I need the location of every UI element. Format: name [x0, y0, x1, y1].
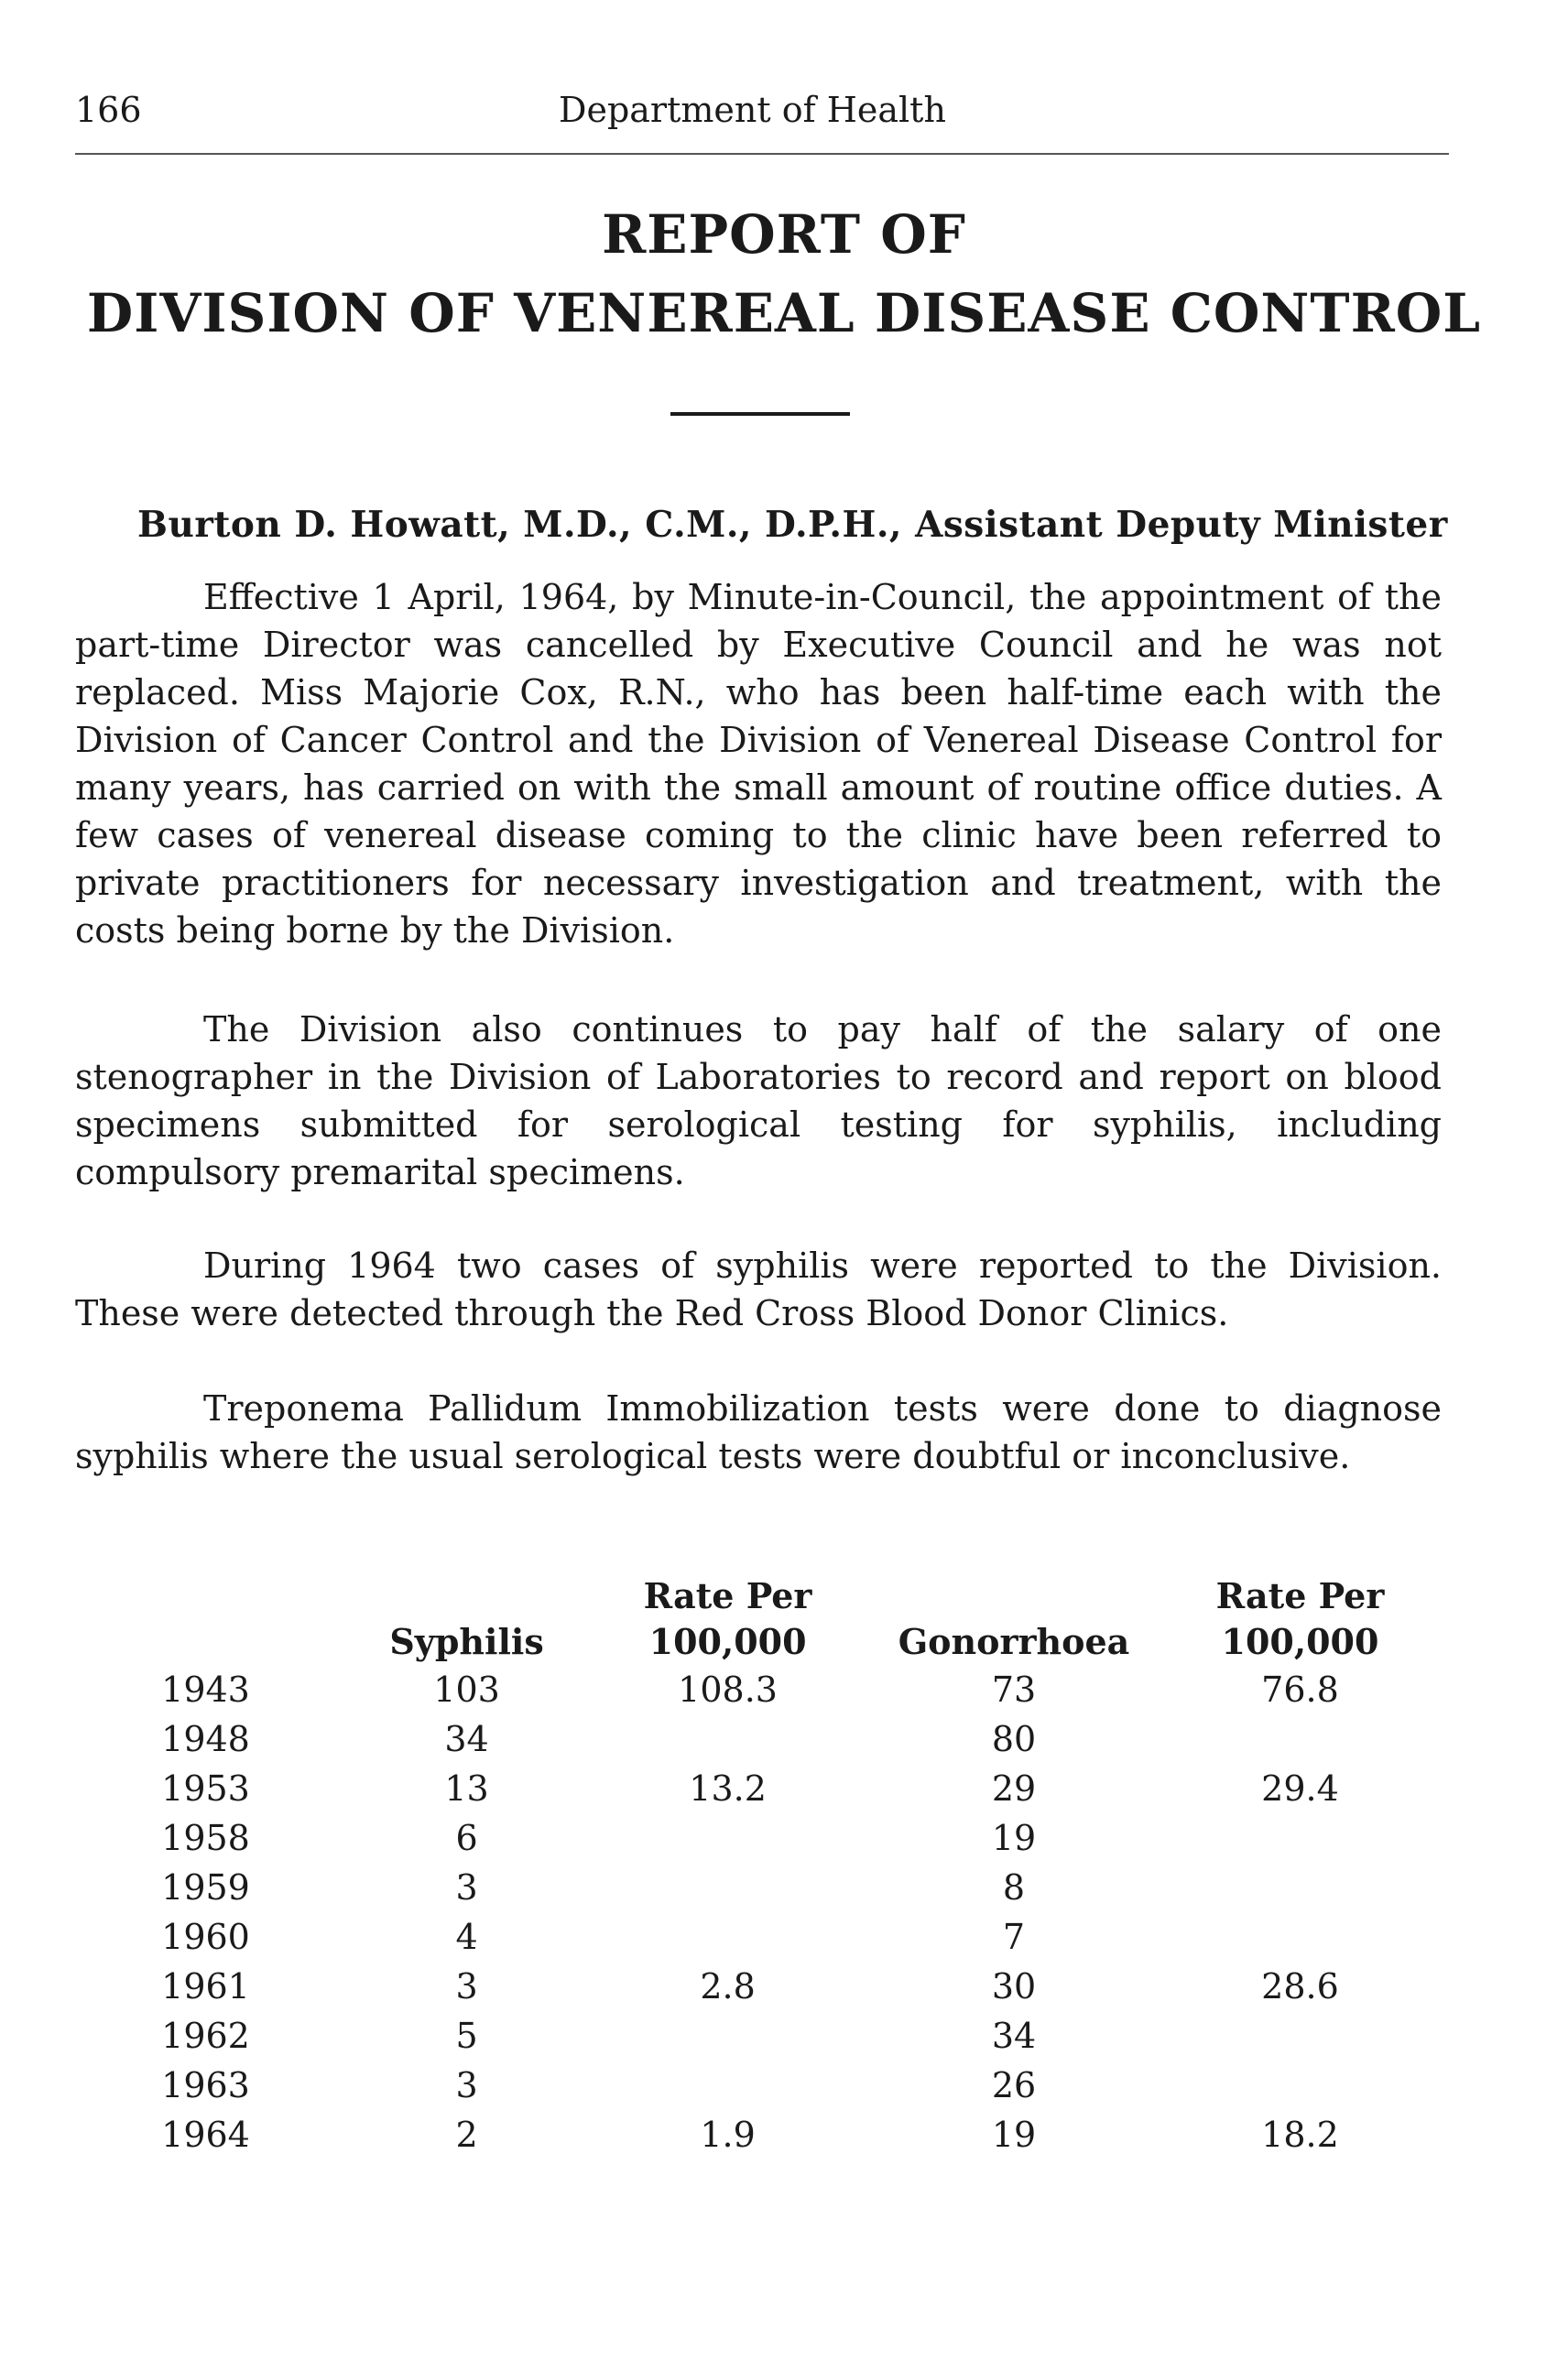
table-row	[75, 2110, 1431, 2159]
table-row	[75, 1912, 1431, 1962]
cell-syphilis: 3	[455, 1867, 478, 1908]
table-row	[75, 2011, 1431, 2061]
cell-gonorrhoea-rate	[1170, 2011, 1431, 2061]
table-row	[75, 1863, 1431, 1912]
cell-syphilis-rate	[597, 2061, 858, 2110]
cell-gonorrhoea: 8	[1002, 1867, 1026, 1908]
cell-year: 1948	[161, 1719, 250, 1759]
cell-syphilis: 3	[455, 1966, 478, 2007]
paragraph-2: The Division also continues to pay half of the salary of one stenographer in the Division of Laboratories to record and report on blood specimens submitted for serological testing for syphilis, including compulsory premarital specimens.	[75, 1009, 1442, 1192]
table-body	[75, 1665, 1431, 2159]
table-row	[75, 1714, 1431, 1764]
cell-gonorrhoea-rate: 29.4	[1261, 1768, 1339, 1809]
header-divider	[75, 153, 1449, 155]
paragraph-1: Effective 1 April, 1964, by Minute-in-Council, the appointment of the part-time Director was cancelled by Executive Council and he was not replaced. Miss Majorie Cox, R.N., who has been half-time each with the Division of Cancer Control and the Division of Venereal Disease Control for many years, has carried on with the small amount of routine office duties. A few cases of venereal disease coming to the clinic have been referred to private practitioners for necessary investigation and treatment, with the costs being borne by the Division.	[75, 577, 1442, 951]
cell-gonorrhoea: 80	[991, 1719, 1037, 1759]
running-title: Department of Health	[559, 90, 946, 130]
cell-year: 1963	[161, 2065, 250, 2105]
cell-syphilis: 34	[444, 1719, 489, 1759]
cell-syphilis: 3	[455, 2065, 478, 2105]
cell-year: 1958	[161, 1818, 250, 1858]
cell-gonorrhoea: 26	[991, 2065, 1037, 2105]
cell-gonorrhoea-rate: 18.2	[1261, 2115, 1339, 2155]
cell-syphilis: 13	[444, 1768, 489, 1809]
cell-gonorrhoea-rate	[1170, 1813, 1431, 1863]
cell-syphilis: 2	[455, 2115, 478, 2155]
header-gonorrhoea: Gonorrhoea	[898, 1621, 1130, 1662]
cell-gonorrhoea: 34	[991, 2016, 1037, 2056]
cell-syphilis-rate: 1.9	[700, 2115, 756, 2155]
table-row	[75, 2061, 1431, 2110]
page-number: 166	[75, 90, 142, 130]
cell-gonorrhoea-rate: 76.8	[1261, 1669, 1339, 1710]
cell-syphilis-rate	[597, 2011, 858, 2061]
cell-syphilis: 103	[433, 1669, 500, 1710]
cell-syphilis: 6	[455, 1818, 478, 1858]
table-row	[75, 1764, 1431, 1813]
vd-statistics-table	[75, 1573, 1431, 2159]
author-line: Burton D. Howatt, M.D., C.M., D.P.H., Assistant Deputy Minister	[137, 504, 1448, 546]
header-syphilis-rate: Rate Per 100,000	[643, 1575, 812, 1662]
cell-gonorrhoea: 7	[1002, 1917, 1026, 1957]
cell-syphilis-rate: 108.3	[678, 1669, 778, 1710]
table-row	[75, 1813, 1431, 1863]
cell-syphilis-rate	[597, 1863, 858, 1912]
cell-year: 1959	[161, 1867, 250, 1908]
table-header-row	[75, 1573, 1431, 1665]
cell-gonorrhoea: 19	[991, 1818, 1037, 1858]
title-divider	[670, 412, 850, 416]
cell-year: 1964	[161, 2115, 250, 2155]
cell-gonorrhoea-rate	[1170, 2061, 1431, 2110]
cell-gonorrhoea-rate: 28.6	[1261, 1966, 1339, 2007]
cell-gonorrhoea-rate	[1170, 1714, 1431, 1764]
paragraph-4: Treponema Pallidum Immobilization tests were done to diagnose syphilis where the usual serological tests were doubtful or inconclusive.	[75, 1388, 1442, 1476]
cell-syphilis-rate	[597, 1912, 858, 1962]
cell-syphilis-rate	[597, 1714, 858, 1764]
table-row	[75, 1962, 1431, 2011]
cell-syphilis: 5	[455, 2016, 478, 2056]
cell-gonorrhoea: 30	[991, 1966, 1037, 2007]
header-syphilis: Syphilis	[389, 1621, 544, 1662]
cell-gonorrhoea: 29	[991, 1768, 1037, 1809]
table-header	[75, 1573, 1431, 1665]
report-title-line-1: REPORT OF	[602, 203, 966, 266]
cell-year: 1953	[161, 1768, 250, 1809]
cell-year: 1961	[161, 1966, 250, 2007]
cell-syphilis-rate	[597, 1813, 858, 1863]
cell-gonorrhoea-rate	[1170, 1912, 1431, 1962]
header-gonorrhoea-rate: Rate Per 100,000	[1215, 1575, 1385, 1662]
cell-syphilis: 4	[455, 1917, 478, 1957]
cell-year: 1962	[161, 2016, 250, 2056]
report-title-line-2: DIVISION OF VENEREAL DISEASE CONTROL	[86, 282, 1482, 344]
table-row	[75, 1665, 1431, 1714]
cell-year: 1960	[161, 1917, 250, 1957]
cell-syphilis-rate: 13.2	[689, 1768, 767, 1809]
paragraph-3: During 1964 two cases of syphilis were reported to the Division. These were detected through the Red Cross Blood Donor Clinics.	[75, 1245, 1442, 1333]
cell-syphilis-rate: 2.8	[700, 1966, 756, 2007]
cell-gonorrhoea: 73	[991, 1669, 1037, 1710]
header-year	[75, 1573, 336, 1665]
cell-gonorrhoea-rate	[1170, 1863, 1431, 1912]
cell-gonorrhoea: 19	[991, 2115, 1037, 2155]
running-header	[75, 90, 1449, 145]
cell-year: 1943	[161, 1669, 250, 1710]
